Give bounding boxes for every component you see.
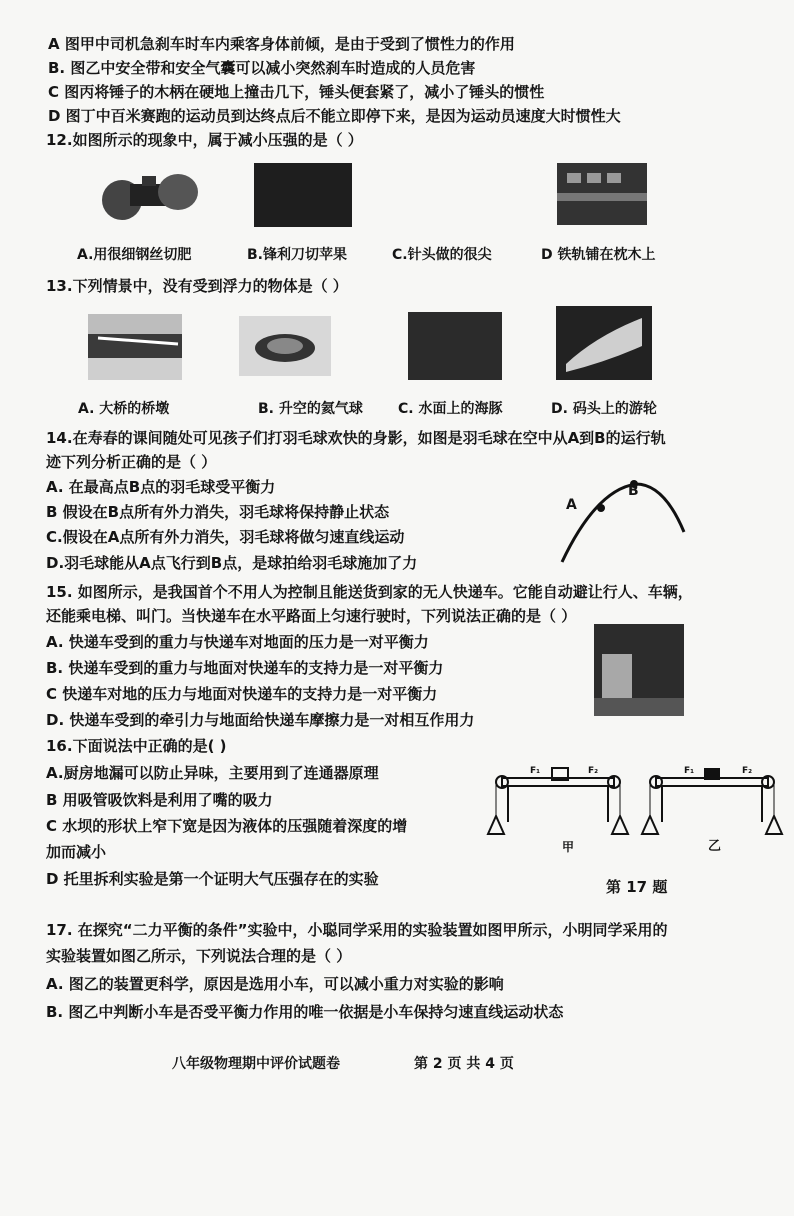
q13-image-cruise-ship	[556, 306, 652, 380]
q14-label-a: A	[566, 497, 577, 513]
q15-delivery-car-drawing	[594, 624, 684, 716]
q16-option-b: B 用吸管吸饮料是利用了嘴的吸力	[46, 791, 273, 809]
q12-option-c: C.针头做的很尖	[392, 247, 492, 263]
q12-image-wire-cutter	[100, 166, 198, 230]
fig17-caption: 第 17 题	[606, 878, 668, 896]
q12-option-d: D 铁轨铺在枕木上	[541, 247, 656, 263]
q14-trajectory-figure	[556, 470, 696, 570]
q13-stem: 13.下列情景中，没有受到浮力的物体是（ ）	[46, 277, 348, 295]
q14-option-d: D.羽毛球能从A点飞行到B点，是球拍给羽毛球施加了力	[46, 554, 418, 572]
q14-option-b: B 假设在B点所有外力消失，羽毛球将保持静止状态	[46, 503, 390, 521]
q12-wire-cutter-drawing	[100, 166, 198, 230]
q12-option-a: A.用很细钢丝切肥	[77, 247, 192, 263]
footer-page-number: 第 2 页 共 4 页	[414, 1056, 514, 1072]
q14-option-c: C.假设在A点所有外力消失，羽毛球将做匀速直线运动	[46, 528, 405, 546]
q15-option-c: C 快递车对地的压力与地面对快递车的支持力是一对平衡力	[46, 685, 438, 703]
footer-exam-title: 八年级物理期中评价试题卷	[172, 1056, 340, 1072]
q14-stem-line1: 14.在寿春的课间随处可见孩子们打羽毛球欢快的身影，如图是羽毛球在空中从A到B的运行轨	[46, 429, 666, 447]
q15-option-a: A. 快递车受到的重力与快递车对地面的压力是一对平衡力	[46, 633, 429, 651]
fig17-apparatus-yi	[642, 760, 782, 840]
q15-option-b: B. 快递车受到的重力与地面对快递车的支持力是一对平衡力	[46, 659, 444, 677]
trajectory-curve	[562, 484, 684, 562]
q15-stem-line1: 15. 如图所示，是我国首个不用人为控制且能送货到家的无人快递车。它能自动避让行人、车辆，	[46, 583, 693, 601]
fig17-jia-f1: F₁	[530, 766, 541, 776]
fig17-label-yi: 乙	[708, 839, 722, 854]
q15-image-delivery-car	[594, 624, 684, 716]
q13-ship-drawing	[556, 306, 652, 380]
q15-stem-line2: 还能乘电梯、叫门。当快递车在水平路面上匀速行驶时，下列说法正确的是（ ）	[46, 607, 577, 625]
q13-image-bridge	[88, 314, 182, 380]
q17-stem-line2: 实验装置如图乙所示，下列说法合理的是（ ）	[46, 947, 352, 965]
q16-option-c-cont: 加而减小	[46, 843, 107, 861]
q17-stem-line1: 17. 在探究“二力平衡的条件”实验中，小聪同学采用的实验装置如图甲所示，小明同学采用的	[46, 921, 668, 939]
fig17-jia-f2: F₂	[588, 766, 599, 776]
q15-option-d: D. 快递车受到的牵引力与地面给快递车摩擦力是一对相互作用力	[46, 711, 475, 729]
q12-image-knife-apple	[254, 163, 352, 227]
q12-railway-drawing	[557, 163, 653, 229]
q16-option-d: D 托里拆利实验是第一个证明大气压强存在的实验	[46, 870, 379, 888]
q13-option-b: B. 升空的氦气球	[258, 401, 363, 417]
q13-image-dolphin	[408, 312, 502, 380]
q13-option-d: D. 码头上的游轮	[551, 401, 657, 417]
q13-image-balloon	[239, 316, 331, 376]
q11-option-b: B. 图乙中安全带和安全气囊可以减小突然刹车时造成的人员危害	[48, 59, 476, 77]
q13-option-a: A. 大桥的桥墩	[78, 401, 170, 417]
fig17-yi-f2: F₂	[742, 766, 753, 776]
q17-option-b: B. 图乙中判断小车是否受平衡力作用的唯一依据是小车保持匀速直线运动状态	[46, 1003, 564, 1021]
fig17-label-jia: 甲	[562, 840, 575, 854]
q11-option-c: C 图丙将锤子的木柄在硬地上撞击几下，锤头便套紧了，减小了锤头的惯性	[48, 83, 545, 101]
small-cart	[704, 768, 720, 780]
q12-option-b: B.锋利刀切苹果	[247, 247, 347, 263]
q16-option-c: C 水坝的形状上窄下宽是因为液体的压强随着深度的增	[46, 817, 408, 835]
q16-option-a: A.厨房地漏可以防止异味，主要用到了连通器原理	[46, 764, 379, 782]
q14-option-a: A. 在最高点B点的羽毛球受平衡力	[46, 478, 276, 496]
q13-option-c: C. 水面上的海豚	[398, 401, 503, 417]
q11-option-a: A 图甲中司机急刹车时车内乘客身体前倾，是由于受到了惯性力的作用	[48, 35, 515, 53]
q11-option-d: D 图丁中百米赛跑的运动员到达终点后不能立即停下来，是因为运动员速度大时惯性大	[48, 107, 621, 125]
fig17-apparatus-jia	[488, 760, 628, 840]
q13-balloon-drawing	[239, 316, 331, 376]
q12-stem: 12.如图所示的现象中，属于减小压强的是（ ）	[46, 131, 363, 149]
q13-bridge-drawing	[88, 314, 182, 380]
q14-label-b: B	[628, 483, 639, 499]
q12-image-railway	[557, 163, 653, 229]
q17-option-a: A. 图乙的装置更科学，原因是选用小车，可以减小重力对实验的影响	[46, 975, 504, 993]
fig17-yi-f1: F₁	[684, 766, 695, 776]
point-a	[597, 504, 605, 512]
q14-stem-line2: 迹下列分析正确的是（ ）	[46, 453, 217, 471]
q16-stem: 16.下面说法中正确的是( )	[46, 737, 227, 755]
